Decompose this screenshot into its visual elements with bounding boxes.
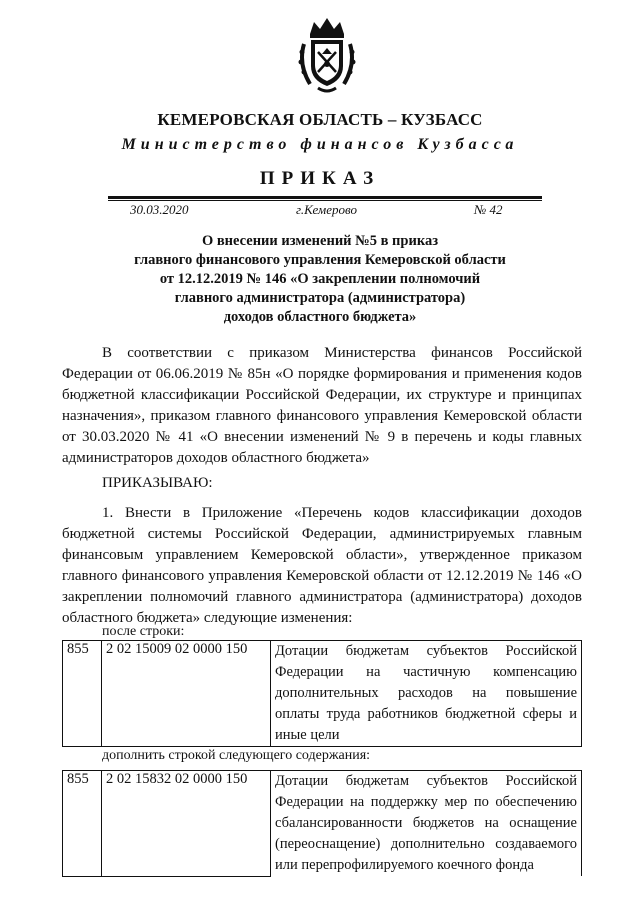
- income-code-cell: 2 02 15009 02 0000 150: [102, 641, 271, 747]
- document-city: г.Кемерово: [296, 202, 357, 217]
- table-row: [63, 771, 582, 877]
- document-type: ПРИКАЗ: [259, 168, 381, 189]
- description-cell: Дотации бюджетам субъектов Российской Федерации на поддержку мер по обеспечению сбалансированности бюджетов на оснащение (переоснащение) дополнительно создаваемого или перепрофилируемого коечного фонда: [271, 771, 582, 877]
- document-date: 30.03.2020: [130, 202, 189, 217]
- add-row-label: дополнить строкой следующего содержания:: [102, 748, 371, 763]
- header-rule: [108, 196, 542, 199]
- kuzbass-coat-of-arms-icon: [296, 14, 358, 94]
- title-line: доходов областного бюджета»: [223, 309, 417, 325]
- new-row-table: [62, 770, 582, 877]
- title-line: О внесении изменений №5 в приказ: [201, 233, 439, 249]
- title-line: от 12.12.2019 № 146 «О закреплении полномочий: [159, 271, 481, 287]
- table-row: [63, 641, 582, 747]
- ministry-heading: Министерство финансов Кузбасса: [121, 136, 519, 153]
- title-line: главного финансового управления Кемеровской области: [134, 252, 506, 268]
- order-word: ПРИКАЗЫВАЮ:: [102, 475, 213, 491]
- description-cell: Дотации бюджетам субъектов Российской Федерации на частичную компенсацию дополнительных расходов на повышение оплаты труда работников бюджетной сферы и иные цели: [271, 641, 582, 747]
- region-heading: КЕМЕРОВСКАЯ ОБЛАСТЬ – КУЗБАСС: [157, 110, 483, 129]
- title-line: главного администратора (администратора): [174, 290, 466, 306]
- admin-code-cell: 855: [63, 771, 102, 877]
- document-title: [100, 232, 540, 327]
- item-1-paragraph: 1. Внести в Приложение «Перечень кодов классификации доходов бюджетной системы Российской Федерации, администрируемых главным финансовым управлением Кемеровской области», утвержденное приказом главного финансового управления Кемеровской области от 12.12.2019 № 146 «О закреплении полномочий главного администратора (администратора) доходов областного бюджета» следующие изменения:: [62, 505, 582, 626]
- admin-code-cell: 855: [63, 641, 102, 747]
- document-number: № 42: [474, 202, 503, 217]
- preamble-paragraph: В соответствии с приказом Министерства финансов Российской Федерации от 06.06.2019 № 85н «О порядке формирования и применения кодов бюджетной классификации Российской Федерации, их структуре и принципах назначения», приказом главного финансового управления Кемеровской области от 30.03.2020 № 41 «О внесении изменений № 9 в перечень и коды главных администраторов доходов областного бюджета»: [62, 345, 582, 466]
- header-rule-thin: [108, 200, 542, 201]
- existing-row-table: [62, 640, 582, 747]
- after-row-label: после строки:: [102, 624, 185, 639]
- income-code-cell: 2 02 15832 02 0000 150: [102, 771, 271, 877]
